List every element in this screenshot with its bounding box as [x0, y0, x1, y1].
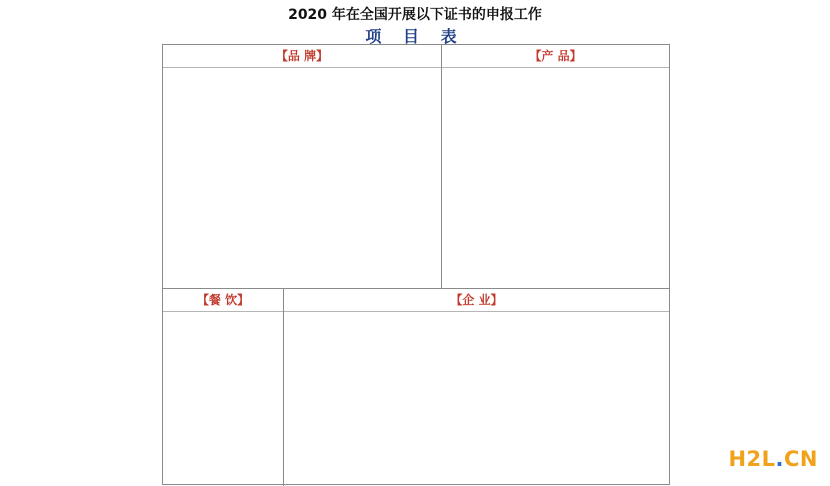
site-watermark: H2L.CN: [728, 447, 818, 471]
products-panel: [442, 45, 669, 289]
project-table: [162, 44, 670, 485]
catering-panel: [163, 289, 284, 486]
catering-heading: 【餐 饮】: [163, 289, 283, 312]
page-title: 2020 年在全国开展以下证书的申报工作: [288, 7, 542, 23]
enterprises-heading: 【企 业】: [284, 289, 669, 312]
table-title: 项 目 表: [365, 27, 465, 46]
enterprises-panel: [284, 289, 669, 486]
products-heading: 【产 品】: [442, 45, 669, 68]
brands-heading: 【品 牌】: [163, 45, 441, 68]
brands-panel: [163, 45, 442, 289]
